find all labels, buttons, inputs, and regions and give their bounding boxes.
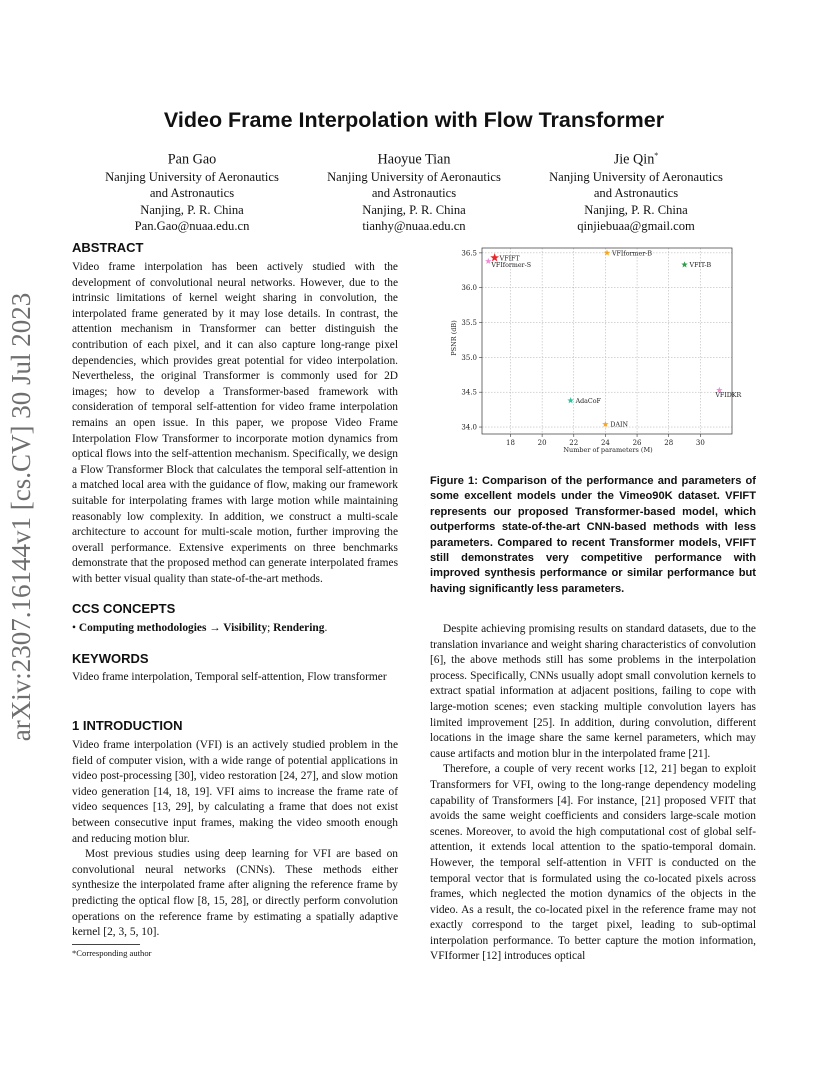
data-point-label: AdaCoF [575, 398, 601, 406]
y-axis-label: PSNR (dB) [450, 320, 458, 356]
data-point-star [490, 253, 499, 261]
author-location: Nanjing, P. R. China [584, 202, 688, 217]
data-point-label: VFIformer-S [491, 262, 532, 270]
paper-title: Video Frame Interpolation with Flow Transformer [163, 108, 665, 132]
abstract-text: Video frame interpolation has been actively studied with the development of convolutional neural networks. However, due to the intrinsic limitations of kernel weight sharing in convolution, the interpolated frame generated by it may lose details. In contrast, the attention mechanism in Transformer can better distinguish the contribution of each pixel, and it can also capture long-range pixel dependencies, which provides great potential for video interpolation. Nevertheless, the original Transformer is commonly used for 2D images; how to develop a Transformer-based framework with consideration of temporal self-attention for video frame interpolation remains an open issue. In this paper, we propose Video Frame Interpolation Flow Transformer to incorporate motion dynamics from optical flows into the self-attention mechanism. Specifically, we design a Flow Transformer Block that calculates the temporal self-attention in a matched local area with the guidance of flow, making our framework suitable for interpolating frames with large motion while maintaining reasonably low complexity. In addition, we construct a multi-scale architecture to account for multi-scale motion, further improving the overall performance. Extensive experiments on three benchmarks demonstrate that the proposed method can generate interpolated frames with better visual quality than state-of-the-art methods. [72, 261, 398, 585]
data-point-label: DAIN [610, 421, 629, 429]
y-tick-label: 35.0 [461, 353, 477, 362]
author-location: Nanjing, P. R. China [140, 202, 244, 217]
arxiv-identifier: arXiv:2307.16144v1 [cs.CV] 30 Jul 2023 [6, 292, 36, 742]
body-paragraph: Despite achieving promising results on standard datasets, due to the translation invariance and weight sharing characteristics of convolution [6], the above methods still has some problems in the interpolation process. Specifically, CNNs usually adopt small convolution kernels to extract spatial information at adjacent positions, failing to cope with large-motion scenes; even stacking multiple convolution layers has limited improvement [25]. In addition, during convolution, different locations in the image share the same kernel parameters, which may cause artifacts and motion blur in the interpolated frame [21]. [430, 623, 756, 760]
author-email[interactable]: tianhy@nuaa.edu.cn [362, 218, 466, 233]
author-mark: * [654, 151, 659, 160]
author-affiliation: Nanjing University of Aeronautics [327, 169, 501, 184]
data-point-star [567, 397, 573, 403]
y-tick-label: 35.5 [461, 319, 477, 328]
x-tick-label: 22 [569, 439, 579, 447]
figure-caption: Figure 1: Comparison of the performance and parameters of some excellent models under the Vimeo90K dataset. VFIFT represents our proposed Transformer-based model, which outperforms state-of-the-art CNN-based methods with less parameters. Compared to recent Transformer models, VFIFT still demonstrates very competitive performance with improved synthesis performance or similar performance but having significantly less parameters. [430, 475, 756, 595]
ccs-heading: CCS CONCEPTS [72, 601, 176, 616]
intro-paragraph: Video frame interpolation (VFI) is an actively studied problem in the field of computer vision, with a wide range of potential applications in video post-processing [30], video restoration [24, 27], and slow motion video generation [14, 18, 19]. VFI aims to increase the frame rate of video sequences [13, 29], by calculating a frame that does not exist between consecutive input frames, making the video smooth enough and reducing motion blur. [72, 739, 398, 845]
ccs-separator: ; [267, 622, 274, 634]
author-block [525, 147, 747, 234]
chart-points [485, 249, 741, 428]
footnote-rule [72, 944, 140, 945]
x-tick-label: 20 [537, 439, 547, 447]
keywords-heading: KEYWORDS [72, 651, 149, 666]
ccs-end: . [324, 622, 328, 634]
x-tick-label: 24 [600, 439, 610, 447]
x-tick-label: 30 [695, 439, 705, 447]
abstract-heading: ABSTRACT [72, 240, 144, 255]
x-tick-label: 28 [664, 439, 674, 447]
plot-frame [482, 248, 732, 434]
ccs-concepts [72, 621, 398, 637]
ccs-bullet: • [72, 622, 76, 634]
author-affiliation: Nanjing University of Aeronautics [549, 169, 723, 184]
x-axis-label: Number of parameters (M) [563, 446, 653, 454]
right-column-body [430, 622, 756, 965]
keywords-list [72, 670, 398, 686]
author-affiliation: and Astronautics [371, 186, 457, 201]
chart-grid [482, 248, 732, 434]
ccs-concept: Rendering [273, 622, 325, 634]
data-point-label: VFIFT [499, 255, 520, 263]
data-point-label: VFIT-B [689, 262, 712, 270]
data-point-star [604, 249, 610, 255]
author-email[interactable]: Pan.Gao@nuaa.edu.cn [134, 218, 250, 233]
data-point-label: VFIformer-B [612, 250, 652, 258]
author-block [303, 147, 525, 234]
author-affiliation: and Astronautics [149, 186, 235, 201]
footnote: *Corresponding author [72, 948, 152, 958]
intro-paragraph: Most previous studies using deep learning for VFI are based on convolutional neural networks (CNNs). These methods either synthesize the interpolated frame after aligning the reference frame by predicting the optical flow [8, 15, 28], or directly perform convolution operations on the reference frame by estimating a spatially adaptive kernel [2, 3, 5, 10]. [72, 848, 398, 939]
author-block [81, 147, 303, 234]
author-location: Nanjing, P. R. China [362, 202, 466, 217]
y-tick-label: 34.5 [461, 388, 477, 397]
chart-axes [482, 248, 732, 434]
chart-ticks [461, 249, 704, 447]
author-affiliation: Nanjing University of Aeronautics [105, 169, 279, 184]
figure-1-chart [430, 240, 760, 462]
body-paragraph: Therefore, a couple of very recent works [12, 21] began to exploit Transformers for VFI, owing to the long-range dependency modeling capability of Transformers [4]. For instance, [21] proposed VFIT that avoids the same weight coefficients and considers large-scale motion scenes. Moreover, to avoid the high computational cost of global self-attention, it extends local attention to the spatio-temporal domain. However, the temporal self-attention in VFIT is conducted on the temporal vector that is formulated using the co-located pixels across frames, which neglected the motion dynamics of the objects in the video. As a result, the co-located pixel in the reference frame may not exactly correspond to the target pixel, leading to sub-optimal interpolation performance. To better capture the motion information, VFIformer [12] introduces optical [430, 763, 756, 963]
author-affiliation: and Astronautics [593, 186, 679, 201]
author-name: Haoyue Tian [377, 151, 451, 168]
author-name: Jie Qin [613, 151, 655, 168]
intro-body [72, 738, 398, 941]
data-point-label: VFIDKR [715, 392, 742, 400]
keywords-text: Video frame interpolation, Temporal self-attention, Flow transformer [72, 671, 387, 683]
y-tick-label: 34.0 [461, 423, 477, 432]
y-tick-label: 36.5 [461, 249, 477, 258]
x-tick-label: 26 [632, 439, 642, 447]
y-tick-label: 36.0 [461, 284, 477, 293]
intro-heading: 1 INTRODUCTION [72, 718, 183, 733]
x-tick-label: 18 [506, 439, 515, 447]
data-point-star [681, 261, 687, 267]
author-email[interactable]: qinjiebuaa@gmail.com [577, 218, 695, 233]
abstract-body [72, 260, 398, 587]
ccs-concept: Computing methodologies → Visibility [78, 622, 268, 634]
author-name: Pan Gao [167, 151, 217, 168]
